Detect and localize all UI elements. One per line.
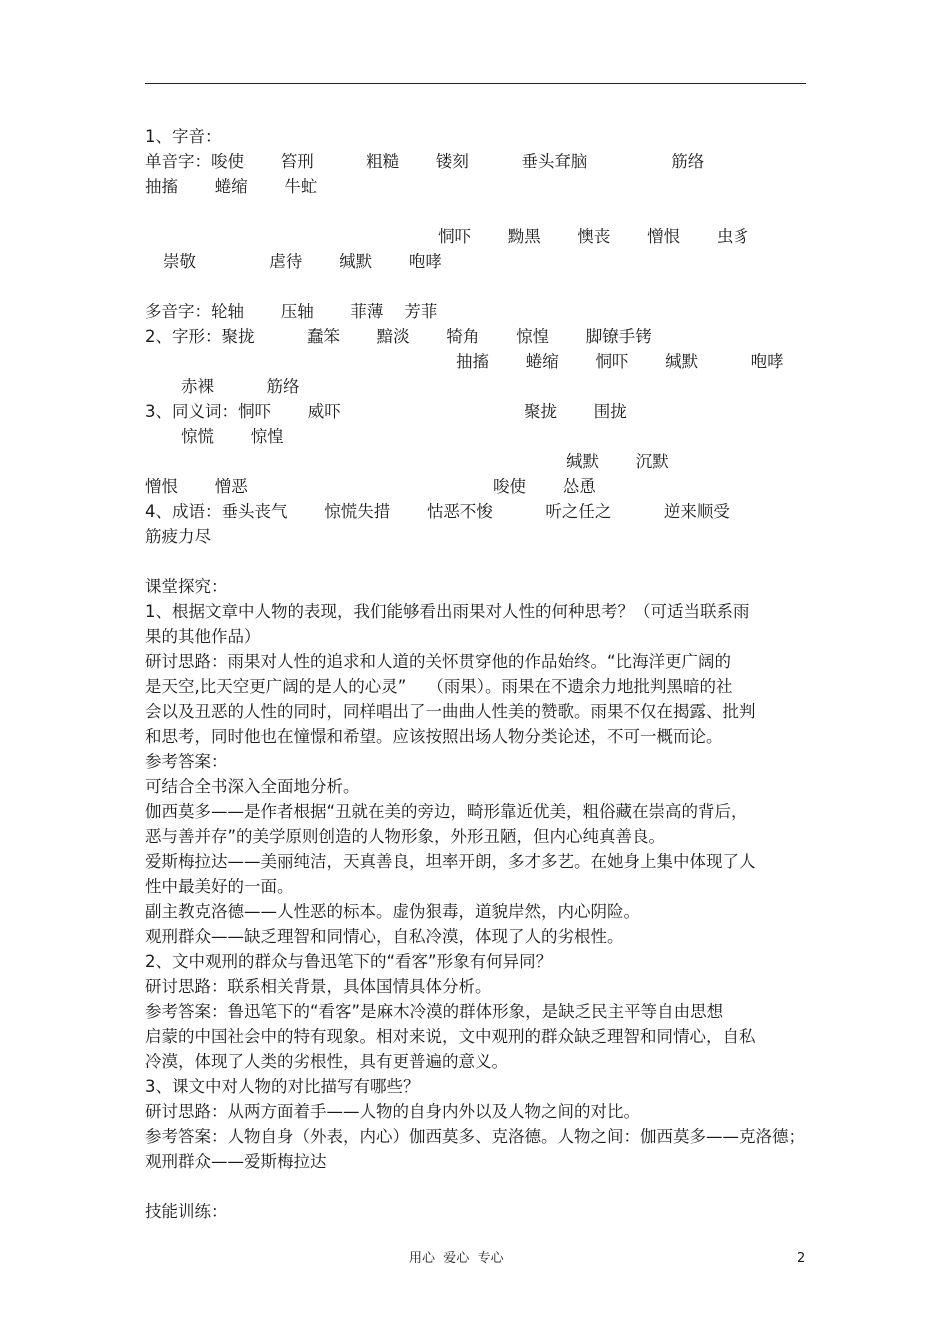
paragraph-line: 研讨思路：雨果对人性的追求和人道的关怀贯穿他的作品始终。“比海洋更广阔的 [145,652,732,671]
paragraph-line: 可结合全书深入全面地分析。 [145,777,360,796]
single-pronunciation-line-3: 恫吓 黝黑 懊丧 憎恨 虫豸 [438,227,750,246]
paragraph-line: 伽西莫多——是作者根据“丑就在美的旁边，畸形靠近优美，粗俗藏在崇高的背后， [145,802,748,821]
paragraph-line: 果的其他作品） [145,627,261,646]
section-title-skills: 技能训练： [145,1202,228,1221]
glyph-line-2: 抽搐 蜷缩 恫吓 缄默 咆哮 [456,352,784,371]
synonym-line-3: 缄默 沉默 [566,452,669,471]
glyph-line-1: 2、字形：聚拢 蠢笨 黯淡 犄角 惊惶 脚镣手铐 [145,327,652,346]
section-title-classroom: 课堂探究： [145,577,228,596]
single-pronunciation-line-1: 单音字：唆使 笞刑 粗糙 镂刻 垂头耷脑 筋络 [145,152,705,171]
single-pronunciation-line-2: 抽搐 蜷缩 牛虻 [145,177,318,196]
paragraph-line: 和思考，同时他也在憧憬和希望。应该按照出场人物分类论述，不可一概而论。 [145,727,723,746]
paragraph-line: 冷漠，体现了人类的劣根性，具有更普遍的意义。 [145,1052,508,1071]
synonym-line-4b: 唆使 怂恿 [493,477,596,496]
synonym-line-2: 惊慌 惊惶 [181,427,284,446]
header-rule [145,83,806,84]
paragraph-line: 参考答案： [145,752,228,771]
paragraph-line: 爱斯梅拉达——美丽纯洁，天真善良，坦率开朗，多才多艺。在她身上集中体现了人 [145,852,756,871]
paragraph-line: 1、根据文章中人物的表现，我们能够看出雨果对人性的何种思考？（可适当联系雨 [145,602,750,621]
paragraph-line: 会以及丑恶的人性的同时，同样唱出了一曲曲人性美的赞歌。雨果不仅在揭露、批判 [145,702,756,721]
paragraph-line: 启蒙的中国社会中的特有现象。相对来说，文中观刑的群众缺乏理智和同情心，自私 [145,1027,756,1046]
multi-pronunciation-line: 多音字：轮轴 压轴 菲薄 芳菲 [145,302,438,321]
footer-motto: 用心 爱心 专心 [409,1251,504,1266]
synonym-line-4: 憎恨 憎恶 [145,477,248,496]
paragraph-line: 参考答案：人物自身（外表，内心）伽西莫多、克洛德。人物之间：伽西莫多——克洛德； [145,1127,805,1146]
idiom-line-1: 4、成语：垂头丧气 惊慌失措 怙恶不悛 听之任之 逆来顺受 [145,502,730,521]
paragraph-line: 观刑群众——爱斯梅拉达 [145,1152,327,1171]
paragraph-line: 研讨思路：从两方面着手——人物的自身内外以及人物之间的对比。 [145,1102,640,1121]
paragraph-line: 研讨思路：联系相关背景，具体国情具体分析。 [145,977,492,996]
idiom-line-2: 筋疲力尽 [145,527,211,546]
page-number: 2 [797,1251,806,1266]
synonym-line-1b: 聚拢 围拢 [524,402,627,421]
section-title-pronunciation: 1、字音： [145,127,222,146]
glyph-line-3: 赤裸 筋络 [181,377,300,396]
paragraph-line: 观刑群众——缺乏理智和同情心，自私冷漠，体现了人的劣根性。 [145,927,624,946]
single-pronunciation-line-4: 崇敬 虐待 缄默 咆哮 [163,252,442,271]
paragraph-line: 副主教克洛德——人性恶的标本。虚伪狠毒，道貌岸然，内心阴险。 [145,902,640,921]
paragraph-line: 恶与善并存”的美学原则创造的人物形象，外形丑陋，但内心纯真善良。 [145,827,666,846]
paragraph-line: 性中最美好的一面。 [145,877,294,896]
synonym-line-1: 3、同义词：恫吓 威吓 [145,402,341,421]
paragraph-line: 2、文中观刑的群众与鲁迅笔下的“看客”形象有何异同？ [145,952,553,971]
paragraph-line: 3、课文中对人物的对比描写有哪些？ [145,1077,420,1096]
paragraph-line: 参考答案：鲁迅笔下的“看客”是麻木冷漠的群体形象，是缺乏民主平等自由思想 [145,1002,724,1021]
paragraph-line: 是天空,比天空更广阔的是人的心灵” （雨果）。雨果在不遗余力地批判黑暗的社 [145,677,733,696]
